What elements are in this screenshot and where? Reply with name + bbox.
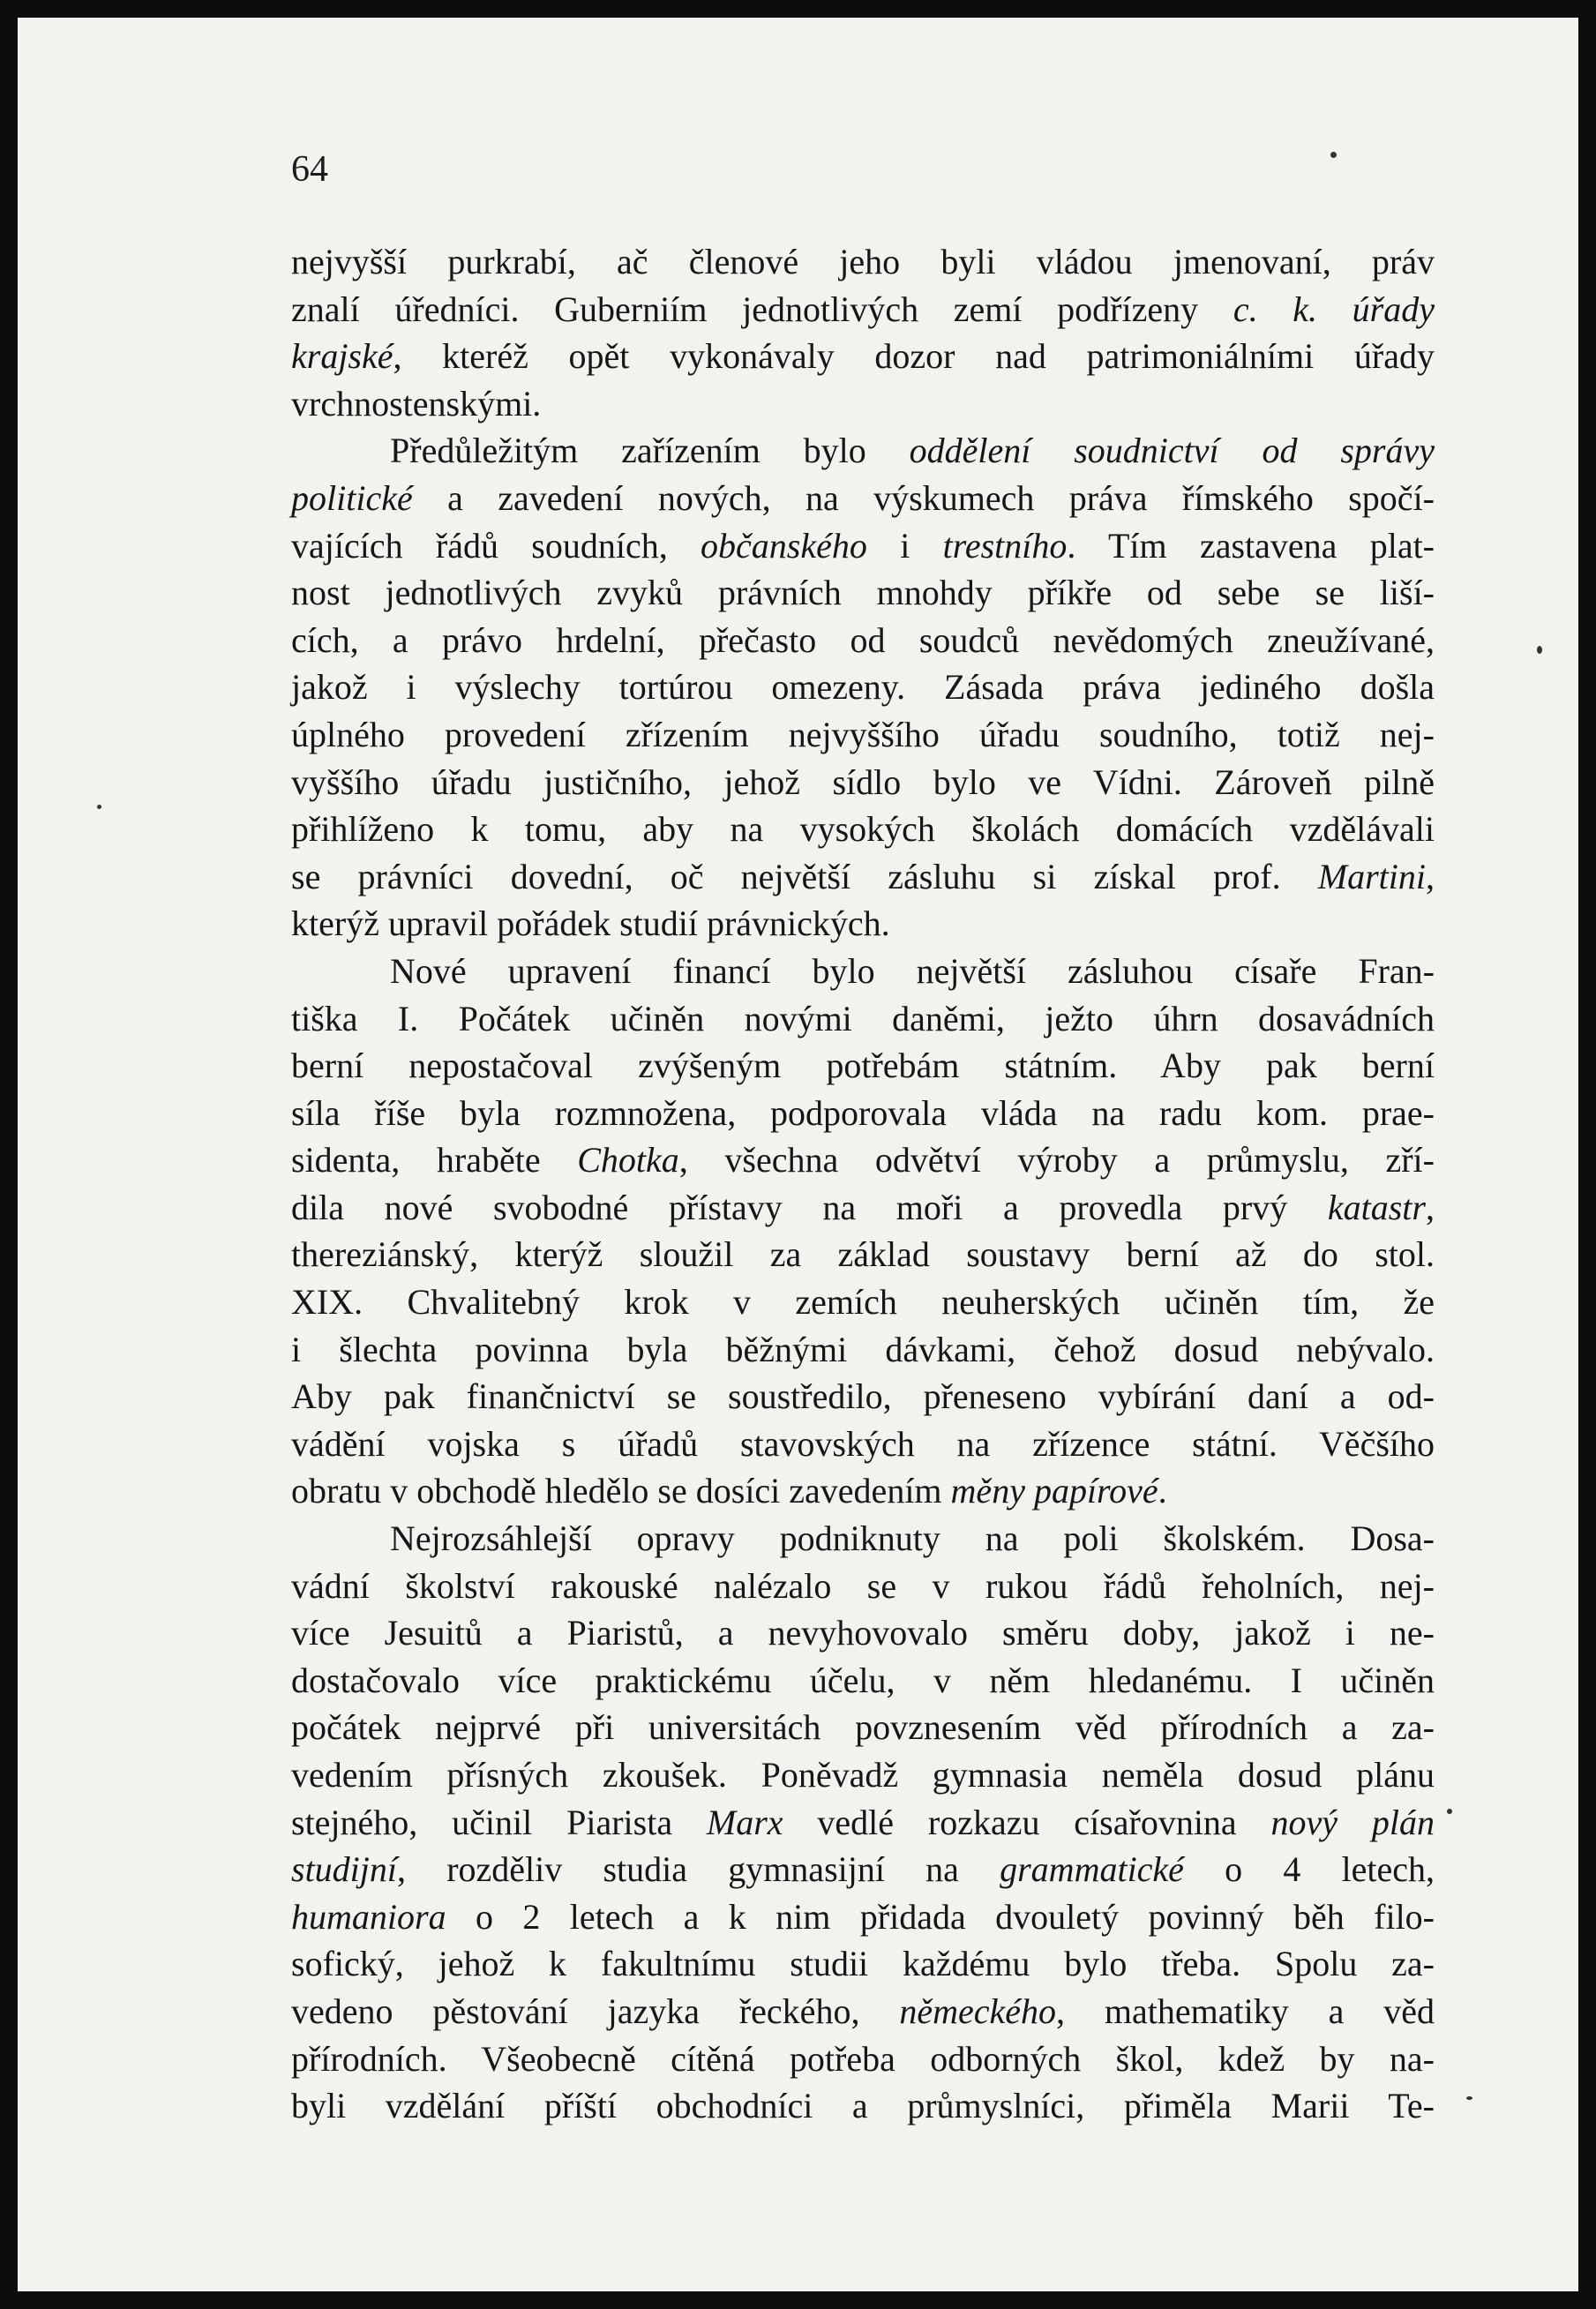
text-line: thereziánský, kterýž sloužil za základ soustavy berní až do stol.	[291, 1234, 1435, 1275]
text-line: obratu v obchodě hledělo se dosíci zavedením měny papírové.	[291, 1471, 1167, 1511]
speck	[97, 805, 101, 809]
text-line: znalí úředníci. Guberniím jednotlivých zemí podřízeny c. k. úřady	[291, 289, 1435, 329]
text-line: přihlíženo k tomu, aby na vysokých školách domácích vzdělávali	[291, 809, 1435, 850]
text-line: vajících řádů soudních, občanského i trestního. Tím zastavena plat-	[291, 525, 1435, 566]
text-line: Nejrozsáhlejší opravy podniknuty na poli školském. Dosa-	[390, 1518, 1435, 1559]
speck	[1447, 1809, 1452, 1814]
book-page	[18, 18, 1578, 2291]
text-line: kterýž upravil pořádek studií právnických.	[291, 903, 890, 944]
text-line: tiška I. Počátek učiněn novými daněmi, ježto úhrn dosavádních	[291, 998, 1435, 1038]
text-line: jakož i výslechy tortúrou omezeny. Zásada práva jediného došla	[291, 667, 1435, 708]
text-line: Nové upravení financí bylo největší zásluhou císaře Fran-	[390, 950, 1435, 991]
page-number: 64	[291, 149, 328, 190]
text-line: přírodních. Všeobecně cítěná potřeba odborných škol, kdež by na-	[291, 2038, 1435, 2079]
text-line: sofický, jehož k fakultnímu studii každému bylo třeba. Spolu za-	[291, 1944, 1435, 1984]
text-line: vyššího úřadu justičního, jehož sídlo bylo ve Vídni. Zároveň pilně	[291, 761, 1435, 802]
text-line: se právníci dovední, oč největší zásluhu si získal prof. Martini,	[291, 856, 1435, 896]
text-line: dostačovalo více praktickému účelu, v něm hledanému. I učiněn	[291, 1660, 1435, 1700]
text-line: sidenta, hraběte Chotka, všechna odvětví výroby a průmyslu, zří-	[291, 1140, 1435, 1181]
text-line: studijní, rozděliv studia gymnasijní na grammatické o 4 letech,	[291, 1849, 1435, 1890]
text-line: cích, a právo hrdelní, přečasto od soudců nevědomých zneužívané,	[291, 619, 1435, 660]
text-line: více Jesuitů a Piaristů, a nevyhovovalo směru doby, jakož i ne-	[291, 1613, 1435, 1653]
text-line: humaniora o 2 letech a k nim přidada dvouletý povinný běh filo-	[291, 1896, 1435, 1937]
text-line: nejvyšší purkrabí, ač členové jeho byli vládou jmenovaní, práv	[291, 242, 1435, 281]
text-line: Aby pak finančnictví se soustředilo, přeneseno vybírání daní a od-	[291, 1376, 1435, 1417]
speck	[1466, 2096, 1472, 2100]
text-line: dila nové svobodné přístavy na moři a provedla prvý katastr,	[291, 1187, 1435, 1227]
body-text	[291, 238, 1435, 2130]
text-line: síla říše byla rozmnožena, podporovala vláda na radu kom. prae-	[291, 1092, 1435, 1133]
text-line: vádní školství rakouské nalézalo se v rukou řádů řeholních, nej-	[291, 1565, 1435, 1606]
text-line: vedeno pěstování jazyka řeckého, německého, mathematiky a věd	[291, 1990, 1435, 2031]
text-line: politické a zavedení nových, na výskumech práva římského spočí-	[291, 477, 1435, 518]
text-line: úplného provedení zřízením nejvyššího úřadu soudního, totiž nej-	[291, 714, 1435, 754]
speck	[1330, 152, 1337, 158]
text-line: vedením přísných zkoušek. Poněvadž gymnasia neměla dosud plánu	[291, 1755, 1435, 1795]
text-line: nost jednotlivých zvyků právních mnohdy příkře od sebe se liší-	[291, 573, 1435, 613]
text-line: berní nepostačoval zvýšeným potřebám státním. Aby pak berní	[291, 1046, 1435, 1086]
text-line: Předůležitým zařízením bylo oddělení soudnictví od správy	[390, 431, 1435, 471]
text-line: byli vzdělání příští obchodníci a průmyslníci, přiměla Marii Te-	[291, 2086, 1435, 2126]
speck	[1537, 646, 1542, 654]
text-line: krajské, kteréž opět vykonávaly dozor nad patrimoniálními úřady	[291, 336, 1435, 377]
text-line: XIX. Chvalitebný krok v zemích neuherských učiněn tím, že	[291, 1282, 1435, 1323]
text-line: i šlechta povinna byla běžnými dávkami, čehož dosud nebývalo.	[291, 1329, 1435, 1369]
text-line: vádění vojska s úřadů stavovských na zřízence státní. Věčšího	[291, 1423, 1435, 1464]
text-line: stejného, učinil Piarista Marx vedlé rozkazu císařovnina nový plán	[291, 1802, 1435, 1842]
text-line: počátek nejprvé při universitách povznesením věd přírodních a za-	[291, 1707, 1435, 1748]
text-line: vrchnostenskými.	[291, 383, 542, 424]
